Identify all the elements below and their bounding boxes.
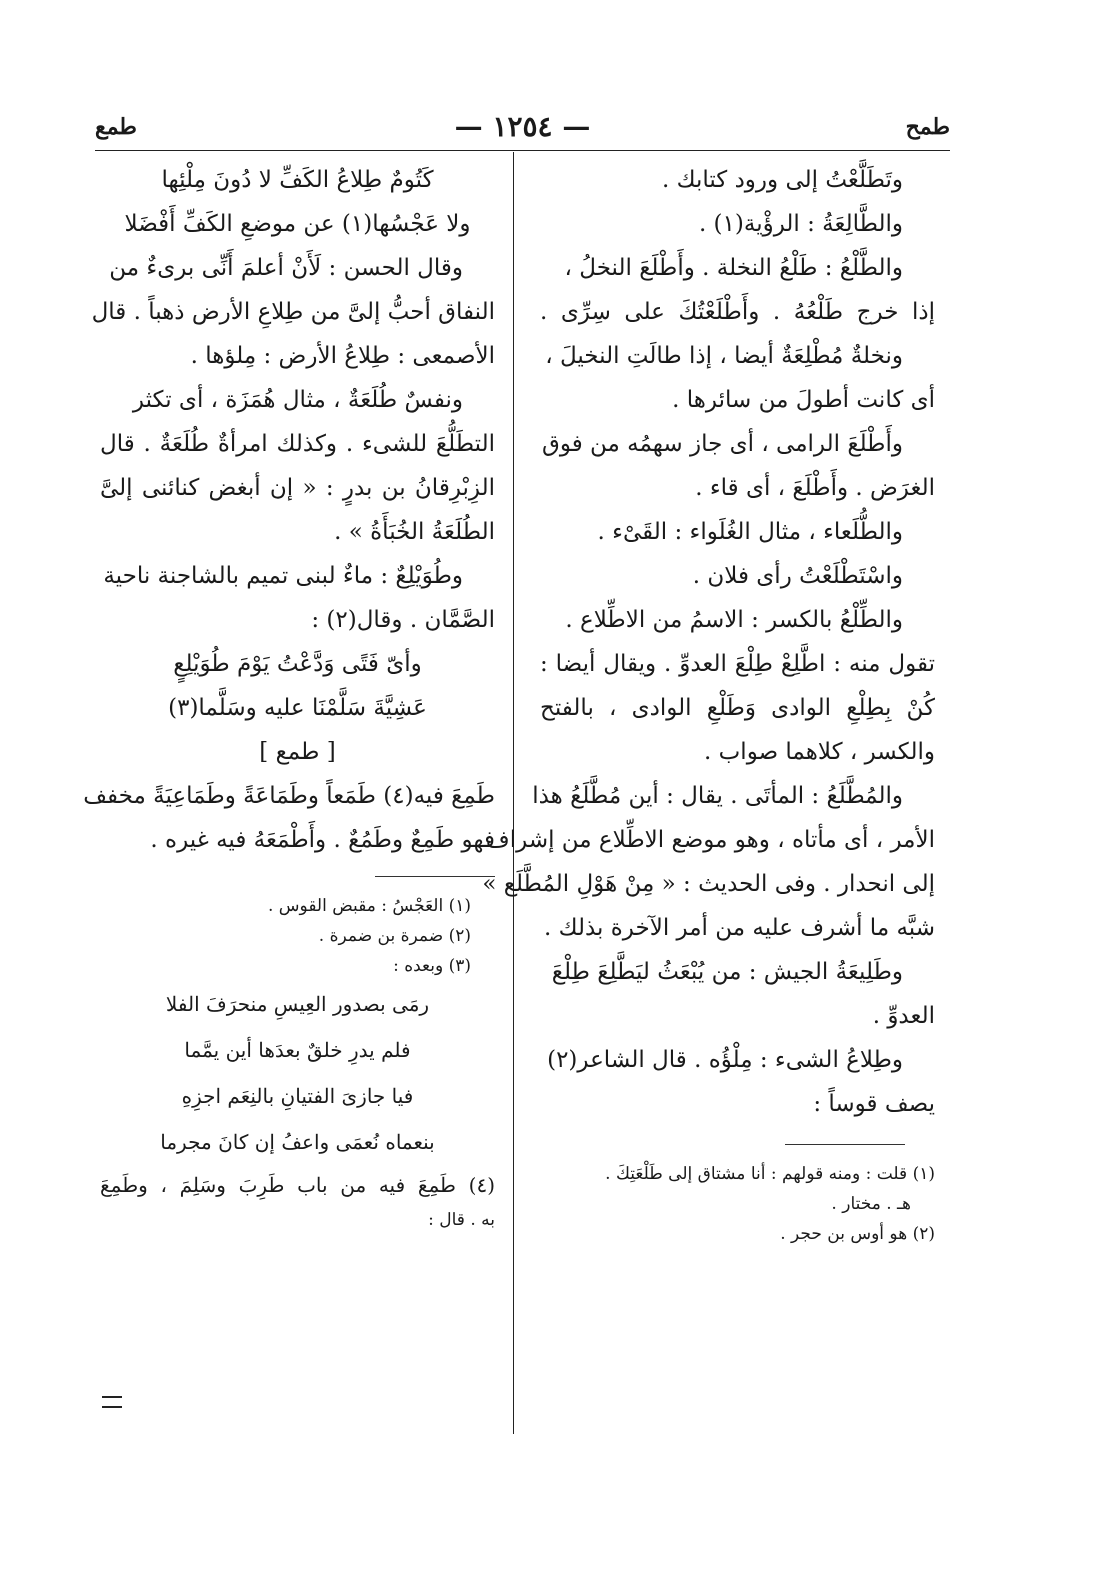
entry-line: الأمر ، أى مأتاه ، وهو موضع الاطِّلاع من إشراف [485, 827, 935, 853]
entry-line: كُنْ بِطِلْعِ الوادى وَطَلْعِ الوادى ، بالفتح [540, 695, 935, 721]
entry-line: إلى انحدار . وفى الحديث : « مِنْ هَوْلِ المُطَّلَع » [482, 871, 935, 897]
entry-line: ونخلةٌ مُطْلِعَةٌ أيضا ، إذا طالَتِ النخيلَ ، [545, 343, 903, 369]
entry-line: والطُّلَعاء ، مثال الغُلَواء : القَىْء . [597, 519, 903, 545]
entry-line: وتَطَلَّعْتُ إلى ورود كتابك . [661, 167, 903, 193]
footnote-verse: بنعماه نُعمَى واعفُ إن كانَ مجرما [160, 1130, 435, 1154]
left-column [83, 158, 495, 1235]
entry-heading: [ طمع ] [259, 739, 336, 765]
page-number: — ١٢٥٤ — [454, 110, 591, 143]
entry-line: والطِّلْعُ بالكسر : الاسمُ من الاطِّلاع . [565, 607, 903, 633]
entry-line: الغرَض . وأَطْلَعَ ، أى قاء . [695, 475, 935, 501]
header-root-word-right: طمح [905, 114, 950, 140]
entry-line: تقول منه : اطَّلِعْ طِلْعَ العدوِّ . ويقال أيضا : [540, 651, 935, 677]
footnote: (٣) وبعده : [393, 956, 471, 976]
verse-line: عَشِيَّةَ سَلَّمْنَا عليه وسَلَّما(٣) [168, 695, 427, 721]
entry-line: الأصمعى : طِلاعُ الأرض : مِلؤها . [190, 343, 495, 369]
entry-line: إذا خرج طَلْعُهُ . وأَطْلَعْتُكَ على سِرِّى . [540, 299, 935, 325]
entry-line: والطَّالِعَةُ : الرؤْية(١) . [698, 211, 903, 237]
continuation-mark [102, 1396, 122, 1408]
entry-line: وطَلِيعَةُ الجيش : من يُبْعَثُ ليَطَّلِعَ طِلْعَ [551, 959, 903, 985]
footnote: (٢) هو أوس بن حجر . [780, 1224, 935, 1244]
footnote: به . قال : [428, 1210, 495, 1230]
entry-line: شبَّه ما أشرف عليه من أمر الآخرة بذلك . [543, 915, 935, 941]
footnote-rule [375, 876, 495, 877]
footnote: (٤) طَمِعَ فيه من باب طَرِبَ وسَلِمَ ، وطَمِعَ [100, 1173, 495, 1197]
footnote: (٢) ضمرة بن ضمرة . [318, 926, 471, 946]
entry-line: الطُلَعَةُ الخُبَأَةُ » . [334, 519, 495, 545]
verse-line: ولا عَجْسُها(١) عن موضعِ الكَفِّ أَفْضَلا [124, 211, 471, 237]
entry-line: يصف قوساً : [813, 1091, 935, 1117]
footnote: (١) قلت : ومنه قولهم : أنا مشتاق إلى طَلْعَتِكَ . [605, 1164, 935, 1184]
verse-line: كَتُومٌ طِلاعُ الكَفِّ لا دُونَ مِلْئِها [161, 167, 434, 193]
running-head [95, 110, 950, 152]
entry-line: وطِلاعُ الشىء : مِلْؤُه . قال الشاعر(٢) [547, 1047, 903, 1073]
footnote-verse: فلم يدرِ خلقٌ بعدَها أين يمَّما [184, 1038, 411, 1062]
column-divider [513, 152, 514, 1434]
footnote-verse: رمَى بصدور العِيسِ منحرَفَ الفلا [165, 992, 430, 1016]
header-root-word-left: طمع [95, 114, 137, 140]
entry-line: التطَلُّعَ للشىء . وكذلك امرأةٌ طُلَعَةٌ . قال [100, 431, 495, 457]
entry-line: وقال الحسن : لَأَنْ أعلمَ أَنِّى برىءٌ من [109, 255, 463, 281]
entry-line: فهو طَمِعٌ وطَمُعٌ . وأَطْمَعَهُ فيه غيره . [150, 827, 495, 853]
entry-line: والمُطَّلَعُ : المأتَى . يقال : أين مُطَّلَعُ هذا [532, 783, 903, 809]
entry-line: طَمِعَ فيه(٤) طَمَعاً وطَمَاعَةً وطَمَاعِيَةً مخفف [83, 783, 495, 809]
entry-line: الزِبْرِقانُ بن بدرٍ : « إن أبغض كنائنى إلىَّ [100, 475, 495, 501]
entry-line: أى كانت أطولَ من سائرها . [672, 387, 935, 413]
entry-line: واسْتَطْلَعْتُ رأى فلان . [692, 563, 903, 589]
entry-line: وأَطْلَعَ الرامى ، أى جاز سهمُه من فوق [541, 431, 903, 457]
footnote-rule [785, 1144, 905, 1145]
footnote: هـ . مختار . [831, 1194, 911, 1214]
header-rule [95, 150, 950, 151]
verse-line: وأىّ فَتًى وَدَّعْتُ يَوْمَ طُوَيْلِعٍ [173, 651, 422, 677]
right-column [482, 158, 935, 1249]
footnote-verse: فيا جازىَ الفتيانِ بالنِعَم اجزِهِ [181, 1084, 414, 1108]
entry-line: العدوِّ . [872, 1003, 935, 1029]
footnote: (١) العَجْسُ : مقبض القوس . [267, 896, 471, 916]
entry-line: ونفسٌ طُلَعَةٌ ، مثال هُمَزَة ، أى تكثر [132, 387, 463, 413]
entry-line: والطَّلْعُ : طَلْعُ النخلة . وأَطْلَعَ النخلُ ، [564, 255, 903, 281]
entry-line: والكسر ، كلاهما صواب . [704, 739, 935, 765]
entry-line: النفاق أحبُّ إلىَّ من طِلاعِ الأرض ذهباً . قال [91, 299, 495, 325]
entry-line: وطُوَيْلِعٌ : ماءٌ لبنى تميم بالشاجنة ناحية [103, 563, 463, 589]
entry-line: الصَّمَّان . وقال(٢) : [311, 607, 495, 633]
